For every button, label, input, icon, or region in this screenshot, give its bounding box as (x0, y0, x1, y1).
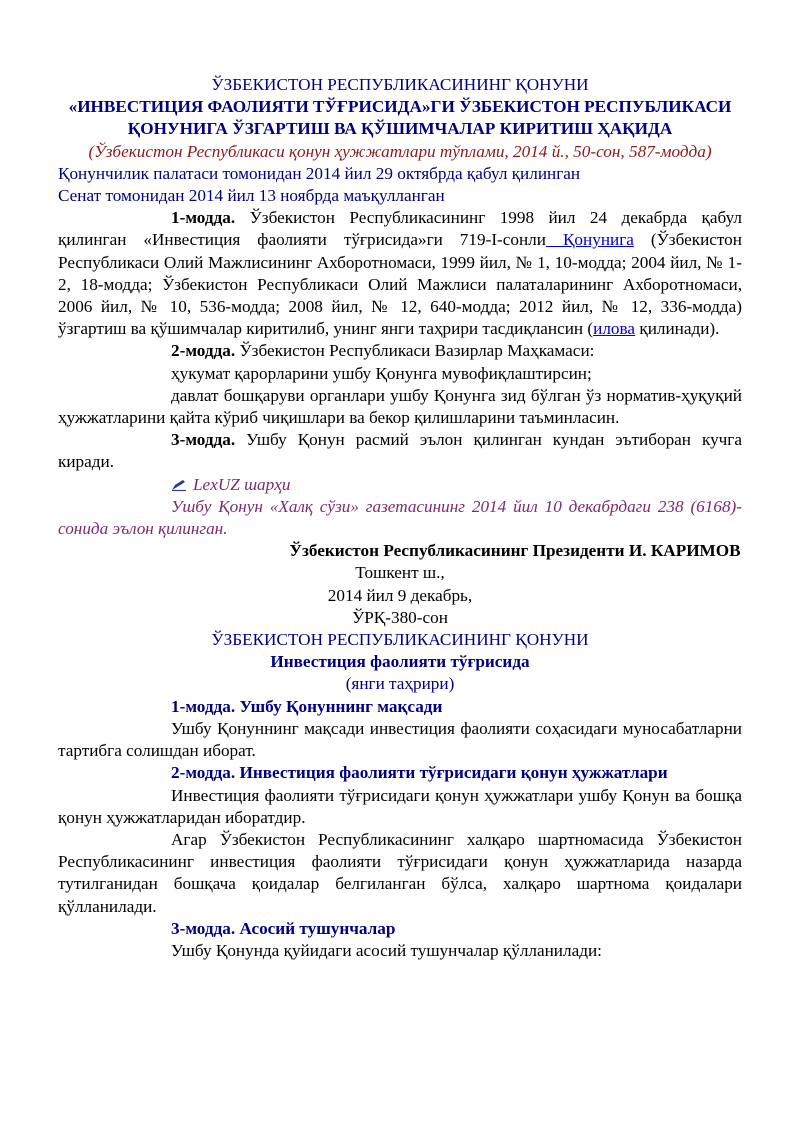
signature-date: 2014 йил 9 декабрь, (327, 585, 473, 605)
comment-title: LexUZ шарҳи (193, 474, 291, 494)
article-2-item-2: давлат бошқаруви органлари ушбу Қонунга зид бўлган ўз норматив-ҳуқуқий ҳужжатларини қайта кўриб чиқишлари ва бекор қилишларини таъминласин. (58, 385, 742, 428)
new-law-title: Инвестиция фаолияти тўғрисида (270, 652, 530, 672)
new-art-3-text: Ушбу Қонунда қуйидаги асосий тушунчалар қўлланилади: (171, 940, 602, 960)
article-1-text-c: қилинади). (635, 319, 720, 339)
article-2 (58, 340, 742, 362)
comment-text: Ушбу Қонун «Халқ сўзи» газетасининг 2014 йил 10 декабрдаги 238 (6168)-сонида эълон қилинган. (58, 496, 742, 539)
article-2-intro: Ўзбекистон Республикаси Вазирлар Маҳкамаси: (235, 341, 595, 361)
new-art-1-heading: 1-модда. Ушбу Қонуннинг мақсади (171, 696, 443, 716)
new-art-2-text-2: Агар Ўзбекистон Республикасининг халқаро шартномасида Ўзбекистон Республикасининг инвестиция фаолияти тўғрисидаги қонун ҳужжатларида назарда тутилганидан бошқача қоидалар белгиланган бўлса, халқаро шартнома қоидалари қўлланилади. (58, 829, 742, 916)
article-2-label: 2-модда. (171, 341, 236, 361)
article-1 (58, 207, 742, 340)
article-1-text-b: (Ўзбекистон Республикаси Олий Мажлисининг Ахборотномаси, 1999 йил, № 1, 10-модда; 2004 йил, № 1-2, 18-модда; Ўзбекистон Республикаси Олий Мажлиси палаталарининг Ахборотномаси, 2006 йил, № 10, 536-модда; 2008 йил, № 12, 640-модда; 2012 йил, № 12, 336-модда) ўзгартиш ва қўшимчалар киритилиб, унинг янги таҳрири тасдиқлансин ( (58, 230, 742, 339)
new-art-2-text-1: Инвестиция фаолияти тўғрисидаги қонун ҳужжатлари ушбу Қонун ва бошқа қонун ҳужжатларидан иборатдир. (58, 785, 742, 827)
law-title: «ИНВЕСТИЦИЯ ФАОЛИЯТИ ТЎҒРИСИДА»ГИ ЎЗБЕКИСТОН РЕСПУБЛИКАСИ ҚОНУНИГА ЎЗГАРТИШ ВА ҚЎШИМЧАЛАР КИРИТИШ ҲАҚИДА (68, 97, 732, 139)
new-art-2-heading: 2-модда. Инвестиция фаолияти тўғрисидаги қонун ҳужжатлари (171, 763, 668, 783)
signature-number: ЎРҚ-380-сон (352, 607, 448, 627)
article-1-label: 1-модда. (171, 208, 236, 228)
signature-signer: Ўзбекистон Республикасининг Президенти И. КАРИМОВ (289, 541, 741, 561)
signature-city: Тошкент ш., (355, 563, 445, 583)
new-art-1-text: Ушбу Қонуннинг мақсади инвестиция фаолияти соҳасидаги муносабатларни тартибга солишдан иборат. (58, 718, 742, 761)
new-law-line1: ЎЗБЕКИСТОН РЕСПУБЛИКАСИНИНГ ҚОНУНИ (211, 630, 589, 650)
article-2-item-1: ҳукумат қарорларини ушбу Қонунга мувофиқлаштирсин; (171, 363, 592, 383)
comment-pen-icon (171, 475, 187, 487)
new-law-edition: (янги таҳрири) (345, 674, 455, 694)
article-1-text-a: Ўзбекистон Республикасининг 1998 йил 24 декабрда қабул қилинган «Инвестиция фаолияти тўғрисида»ги 719-I-сонли (58, 208, 742, 250)
law-source: (Ўзбекистон Республикаси қонун ҳужжатлари тўплами, 2014 й., 50-сон, 587-модда) (88, 141, 712, 161)
law-link[interactable]: Қонунига (545, 230, 634, 250)
adopted-line: Қонунчилик палатаси томонидан 2014 йил 29 октябрда қабул қилинган (58, 163, 581, 183)
article-3 (58, 429, 742, 473)
article-3-label: 3-модда. (171, 430, 236, 450)
law-header-line1: ЎЗБЕКИСТОН РЕСПУБЛИКАСИНИНГ ҚОНУНИ (211, 75, 589, 94)
appendix-link[interactable]: илова (593, 319, 636, 339)
comment-title-row[interactable] (58, 474, 742, 496)
approved-line: Сенат томонидан 2014 йил 13 ноябрда маъқулланган (58, 186, 445, 206)
article-3-text: Ушбу Қонун расмий эълон қилинган кундан эътиборан кучга киради. (58, 430, 742, 472)
new-art-3-heading: 3-модда. Асосий тушунчалар (171, 918, 396, 938)
